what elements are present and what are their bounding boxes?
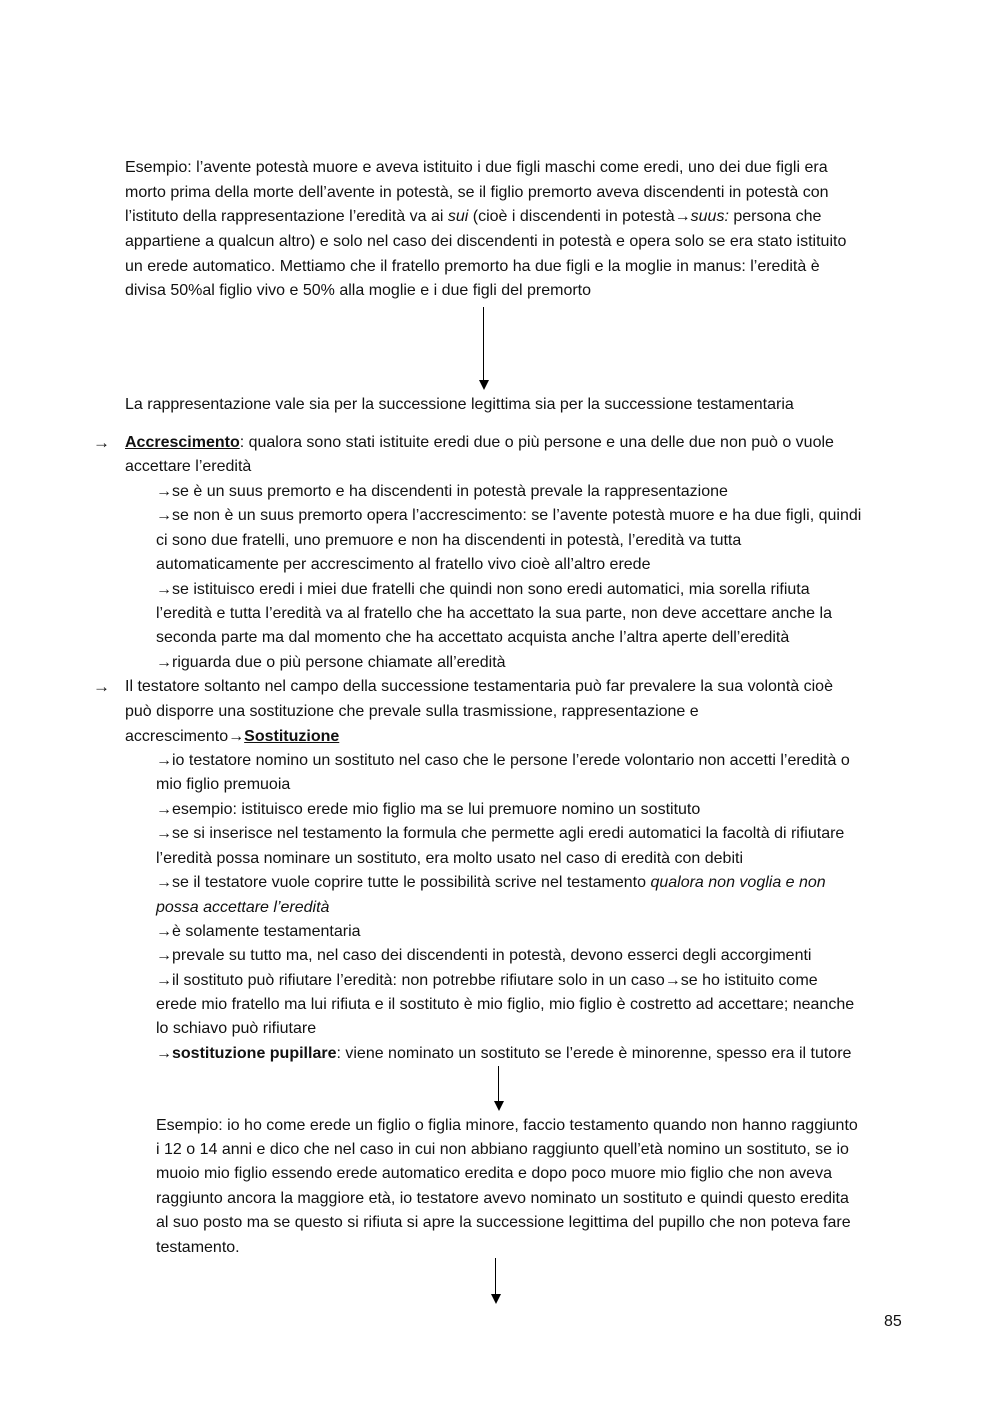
down-arrow-icon [479,380,489,390]
sub-item: lo schiavo può rifiutare [156,1020,317,1037]
accrescimento-heading: Accrescimento: qualora sono stati istituite eredi due o più persone e una delle due non può o vuole [125,434,834,451]
text-line: accettare l’eredità [125,458,252,475]
sub-item: →il sostituto può rifiutare l’eredità: non potrebbe rifiutare solo in un caso→se ho istituito come [156,972,818,989]
sub-item: →se è un suus premorto e ha discendenti in potestà prevale la rappresentazione [156,483,728,500]
text-line: può disporre una sostituzione che prevale sulla trasmissione, rappresentazione e [125,703,699,720]
sub-item: automaticamente per accrescimento al fratello vivo cioè all’altro erede [156,556,651,573]
text-line: appartiene a qualcun altro) e solo nel caso dei discendenti in potestà e opera solo se era stato istituito [125,233,847,250]
sub-item: →prevale su tutto ma, nel caso dei discendenti in potestà, devono esserci degli accorgimenti [156,947,812,964]
sub-item: →se non è un suus premorto opera l’accrescimento: se l’avente potestà muore e ha due figli, quindi [156,507,862,524]
arrow-bullet-icon: → [93,433,110,452]
text-line: l’istituto della rappresentazione l’eredità va ai sui (cioè i discendenti in potestà→suus: persona che [125,208,822,225]
text-line: Esempio: l’avente potestà muore e aveva istituito i due figli maschi come eredi, uno dei due figli era [125,159,828,176]
text-line: al suo posto ma se questo si rifiuta si apre la successione legittima del pupillo che non poteva fare [156,1214,851,1231]
text-line: i 12 o 14 anni e dico che nel caso in cui non abbiano raggiunto quell’età nomino un sostituto, se io [156,1141,849,1158]
sub-item: l’eredità possa nominare un sostituto, era molto usato nel caso di eredità con debiti [156,850,744,867]
sub-item: seconda parte ma dal momento che ha accettato acquista anche l’altra aperte dell’eredità [156,629,790,646]
rappresentazione-line: La rappresentazione vale sia per la successione legittima sia per la successione testamentaria [125,396,794,413]
down-arrow-line [498,1066,499,1102]
text-line: Esempio: io ho come erede un figlio o figlia minore, faccio testamento quando non hanno raggiunto [156,1117,858,1134]
text-line: un erede automatico. Mettiamo che il fratello premorto ha due figli e la moglie in manus: l’eredità è [125,258,820,275]
sub-item: possa accettare l’eredità [156,899,330,916]
text-line: Il testatore soltanto nel campo della successione testamentaria può far prevalere la sua volontà cioè [125,678,833,695]
sub-item: →esempio: istituisco erede mio figlio ma se lui premuore nomino un sostituto [156,801,701,818]
down-arrow-line [483,307,484,381]
sub-item: mio figlio premuoia [156,776,291,793]
sub-item: l’eredità e tutta l’eredità va al fratello che ha accettato la sua parte, non deve accettare anche la [156,605,832,622]
sub-item: →se si inserisce nel testamento la formula che permette agli eredi automatici la facoltà di rifiutare [156,825,845,842]
text-line: testamento. [156,1239,240,1256]
arrow-bullet-icon: → [93,677,110,696]
sub-item: ci sono due fratelli, uno premuore e non ha discendenti in potestà, l’eredità va tutta [156,532,742,549]
pupillare-item: →sostituzione pupillare: viene nominato un sostituto se l’erede è minorenne, spesso era il tutore [156,1045,852,1062]
sub-item: →è solamente testamentaria [156,923,361,940]
text-line: muoio mio figlio essendo erede automatico eredita e dopo poco muore mio figlio che non aveva [156,1165,832,1182]
down-arrow-line [495,1258,496,1296]
page-number: 85 [884,1313,902,1330]
sub-item: erede mio fratello ma lui rifiuta e il sostituto è mio figlio, mio figlio è costretto ad accettare; neanche [156,996,855,1013]
text-line: raggiunto ancora la maggiore età, io testatore avevo nominato un sostituto e quindi questo eredita [156,1190,849,1207]
sostituzione-heading: accrescimento→Sostituzione [125,728,340,745]
sub-item: →se istituisco eredi i miei due fratelli che quindi non sono eredi automatici, mia sorella rifiuta [156,581,810,598]
down-arrow-icon [494,1101,504,1111]
down-arrow-icon [491,1294,501,1304]
text-line: morto prima della morte dell’avente in potestà, se il figlio premorto aveva discendenti in potestà con [125,184,829,201]
sub-item: →io testatore nomino un sostituto nel caso che le persone l’erede volontario non accetti l’eredità o [156,752,850,769]
sub-item: →se il testatore vuole coprire tutte le possibilità scrive nel testamento qualora non voglia e non [156,874,826,891]
sub-item: →riguarda due o più persone chiamate all’eredità [156,654,506,671]
text-line: divisa 50%al figlio vivo e 50% alla moglie e i due figli del premorto [125,282,592,299]
